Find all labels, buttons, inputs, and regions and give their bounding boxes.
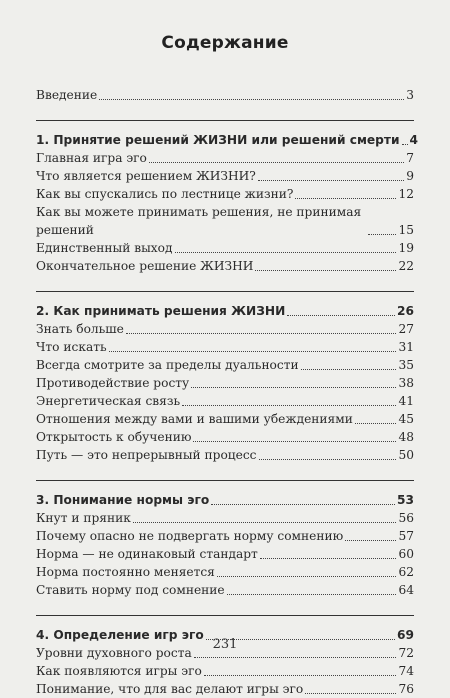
- dot-leader: [211, 504, 395, 505]
- dot-leader: [133, 522, 397, 523]
- dot-leader: [259, 459, 397, 460]
- toc-entry-page: 12: [398, 187, 414, 201]
- toc-entry: [36, 239, 414, 257]
- toc-entry-label: Знать больше: [36, 322, 124, 336]
- dot-leader: [193, 441, 396, 442]
- toc-entry-label: Путь — это непрерывный процесс: [36, 448, 257, 462]
- toc-entry-page: 76: [398, 682, 414, 696]
- dot-leader: [287, 315, 395, 316]
- dot-leader: [194, 657, 397, 658]
- toc-entry: [36, 167, 414, 185]
- dot-leader: [258, 180, 404, 181]
- dot-leader: [255, 270, 396, 271]
- toc-entry-label: Главная игра эго: [36, 151, 147, 165]
- toc-chapter-page: 4: [409, 133, 418, 147]
- dot-leader: [227, 594, 397, 595]
- dot-leader: [204, 675, 397, 676]
- toc-entry-label: Отношения между вами и вашими убеждениями: [36, 412, 353, 426]
- toc-entry-label: Почему опасно не подвергать норму сомнению: [36, 529, 344, 543]
- divider-line: [36, 120, 414, 121]
- toc-entry-label: Противодействие росту: [36, 376, 190, 390]
- toc-entry-page: 48: [398, 430, 414, 444]
- dot-leader: [402, 144, 408, 145]
- dot-leader: [109, 351, 397, 352]
- toc-entry-label: Энергетическая связь: [36, 394, 181, 408]
- toc-chapter-1: [36, 131, 418, 149]
- toc-entry-page: 27: [398, 322, 414, 336]
- toc-entry-page: 31: [398, 340, 414, 354]
- toc-entry: [36, 320, 414, 338]
- toc-entry-label: Понимание, что для вас делают игры эго: [36, 682, 304, 696]
- toc-entry-page: 64: [398, 583, 414, 597]
- toc-chapter-label: 4. Определение игр эго: [36, 628, 204, 642]
- toc-entry: [36, 203, 414, 239]
- toc-chapter-page: 69: [397, 628, 414, 642]
- toc-entry-page: 62: [398, 565, 414, 579]
- toc-entry-label: Единственный выход: [36, 241, 173, 255]
- toc-entry-label: Уровни духовного роста: [36, 646, 192, 660]
- toc-entry: [36, 257, 414, 275]
- toc-entry-label: Что является решением ЖИЗНИ?: [36, 169, 256, 183]
- toc-entry-label: Ставить норму под сомнение: [36, 583, 225, 597]
- page-number: 231: [212, 637, 238, 652]
- divider-line: [36, 615, 414, 616]
- toc-entry-label: Как вы можете принимать решения, не принимая решений: [36, 205, 362, 237]
- toc-entry-label: Окончательное решение ЖИЗНИ: [36, 259, 254, 273]
- toc-entry-page: 45: [398, 412, 414, 426]
- toc-entry-label: Открытость к обучению: [36, 430, 192, 444]
- table-of-contents: [36, 86, 418, 698]
- dot-leader: [191, 387, 396, 388]
- toc-chapter-page: 26: [397, 304, 414, 318]
- toc-entry: [36, 149, 414, 167]
- toc-entry: [36, 509, 414, 527]
- toc-entry-page: 74: [398, 664, 414, 678]
- toc-chapter-2: [36, 302, 414, 320]
- dot-leader: [355, 423, 397, 424]
- toc-chapter-label: 1. Принятие решений ЖИЗНИ или решений смерти: [36, 133, 400, 147]
- toc-entry-label: Что искать: [36, 340, 107, 354]
- toc-entry-label: Как появляются игры эго: [36, 664, 202, 678]
- toc-entry-page: 7: [406, 151, 414, 165]
- dot-leader: [217, 576, 397, 577]
- dot-leader: [182, 405, 396, 406]
- toc-entry-page: 56: [398, 511, 414, 525]
- toc-entry: [36, 662, 414, 680]
- toc-entry: [36, 527, 414, 545]
- toc-entry-page: 9: [406, 169, 414, 183]
- toc-entry-page: 15: [398, 223, 414, 237]
- toc-entry-label: Кнут и пряник: [36, 511, 131, 525]
- toc-entry-page: 50: [398, 448, 414, 462]
- toc-chapter-label: 2. Как принимать решения ЖИЗНИ: [36, 304, 286, 318]
- toc-entry: [36, 338, 414, 356]
- toc-entry-page: 57: [398, 529, 414, 543]
- toc-entry: [36, 185, 414, 203]
- toc-entry-intro: [36, 86, 414, 104]
- toc-entry-page: 3: [406, 88, 414, 102]
- toc-chapter-3: [36, 491, 414, 509]
- toc-entry-page: 38: [398, 376, 414, 390]
- toc-entry: [36, 545, 414, 563]
- dot-leader: [126, 333, 397, 334]
- toc-entry-page: 72: [398, 646, 414, 660]
- dot-leader: [99, 99, 404, 100]
- divider-line: [36, 480, 414, 481]
- toc-entry: [36, 392, 414, 410]
- dot-leader: [175, 252, 397, 253]
- toc-entry-label: Как вы спускались по лестнице жизни?: [36, 187, 294, 201]
- toc-entry: [36, 680, 414, 698]
- toc-entry: [36, 410, 414, 428]
- toc-entry-label: Норма постоянно меняется: [36, 565, 215, 579]
- toc-entry-page: 22: [398, 259, 414, 273]
- toc-entry: [36, 356, 414, 374]
- toc-chapter-label: 3. Понимание нормы эго: [36, 493, 210, 507]
- toc-entry-page: 60: [398, 547, 414, 561]
- toc-entry-page: 41: [398, 394, 414, 408]
- toc-entry: [36, 446, 414, 464]
- dot-leader: [295, 198, 396, 199]
- toc-entry-label: Введение: [36, 88, 98, 102]
- dot-leader: [345, 540, 396, 541]
- toc-entry: [36, 581, 414, 599]
- dot-leader: [149, 162, 404, 163]
- dot-leader: [301, 369, 397, 370]
- toc-entry: [36, 428, 414, 446]
- toc-entry-page: 35: [398, 358, 414, 372]
- dot-leader: [368, 234, 396, 235]
- toc-entry: [36, 563, 414, 581]
- dot-leader: [260, 558, 397, 559]
- divider-line: [36, 291, 414, 292]
- dot-leader: [305, 693, 396, 694]
- toc-entry: [36, 374, 414, 392]
- page-title: Содержание: [161, 33, 289, 53]
- toc-chapter-page: 53: [397, 493, 414, 507]
- toc-entry-label: Всегда смотрите за пределы дуальности: [36, 358, 299, 372]
- toc-entry-page: 19: [398, 241, 414, 255]
- toc-entry-label: Норма — не одинаковый стандарт: [36, 547, 258, 561]
